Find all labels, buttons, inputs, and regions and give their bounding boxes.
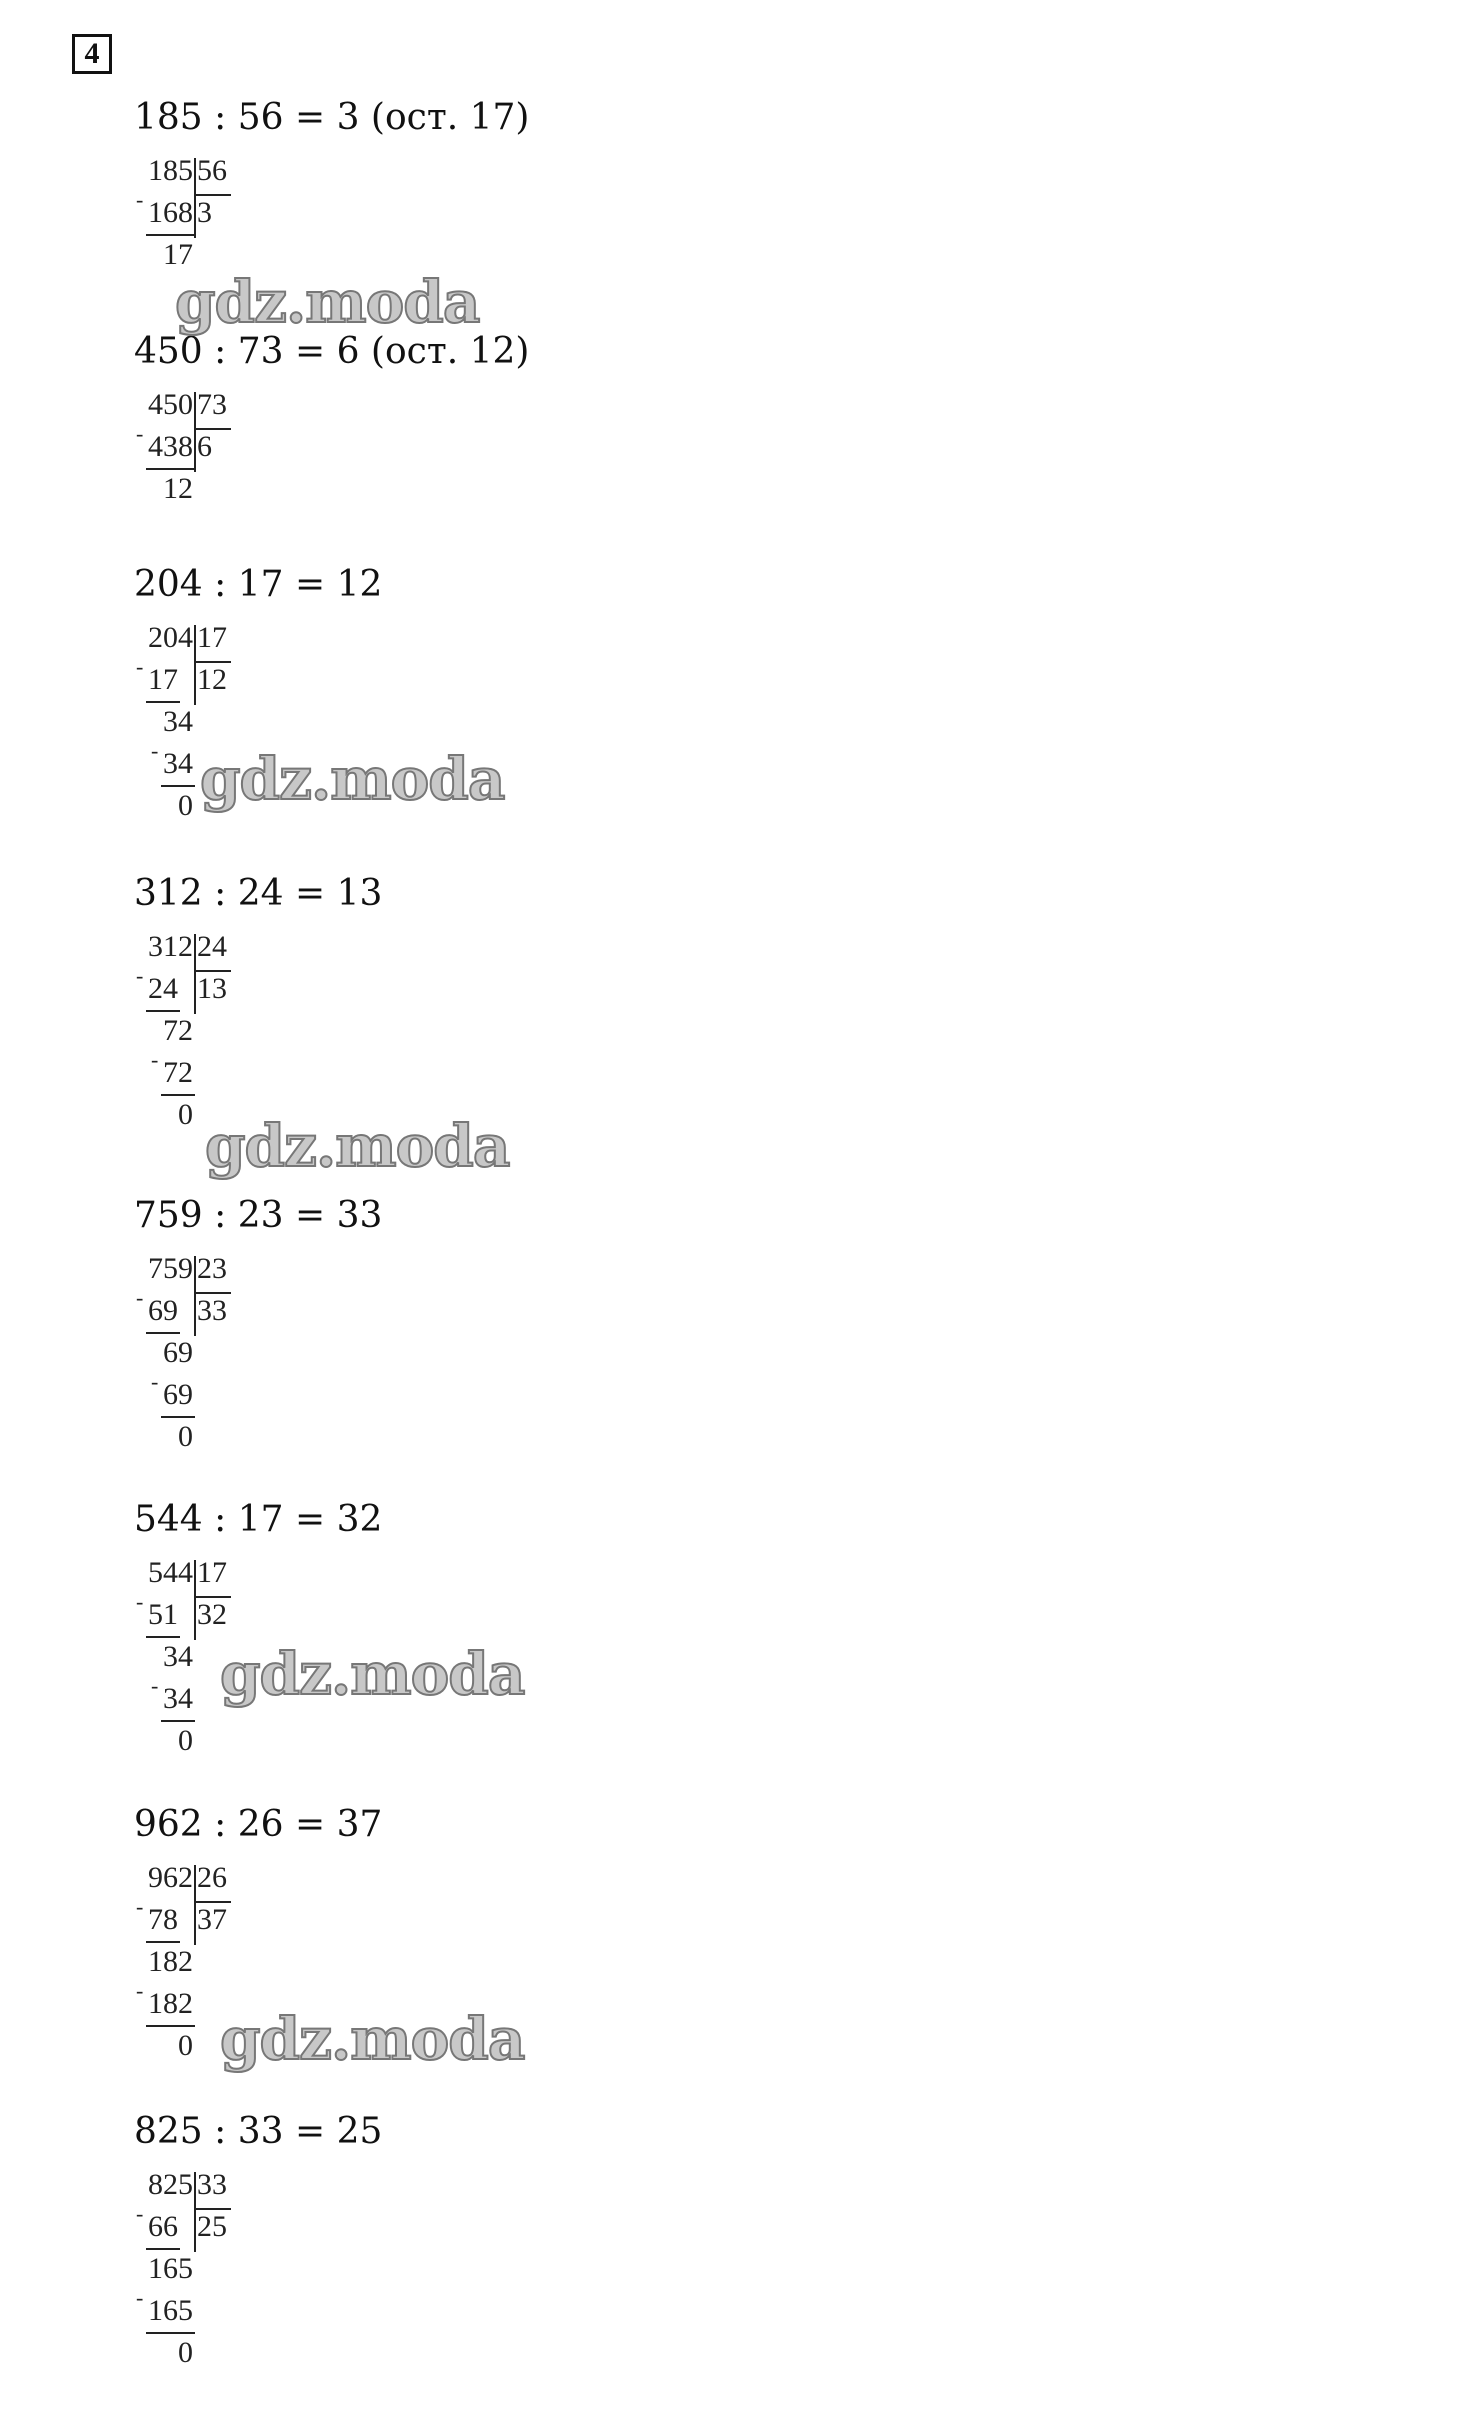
divisor: 33: [197, 2168, 227, 2201]
subtraction-line: [146, 234, 195, 236]
minus-sign: -: [136, 1589, 144, 1614]
subtraction-line: [146, 1332, 180, 1334]
task-number-badge: 4: [72, 34, 112, 74]
minus-sign: -: [136, 2201, 144, 2226]
subtraction-line: [146, 2248, 180, 2250]
subtrahend: 51: [148, 1598, 178, 1631]
equation-text: 544 : 17 = 32: [134, 1499, 383, 1540]
remainder: 12: [163, 472, 193, 505]
remainder: 34: [163, 705, 193, 738]
subtraction-line: [146, 1941, 180, 1943]
quotient: 37: [197, 1903, 227, 1936]
minus-sign: -: [136, 2285, 144, 2310]
subtrahend: 168: [148, 196, 193, 229]
dividend: 204: [148, 621, 193, 654]
minus-sign: -: [151, 1673, 159, 1698]
divisor: 17: [197, 1556, 227, 1589]
minus-sign: -: [136, 421, 144, 446]
equation-text: 312 : 24 = 13: [134, 873, 383, 914]
subtraction-line: [161, 785, 195, 787]
watermark-logo: gdz.moda: [200, 745, 505, 813]
minus-sign: -: [136, 1978, 144, 2003]
dividend: 185: [148, 154, 193, 187]
division-bar: [194, 1560, 196, 1640]
subtrahend: 182: [148, 1987, 193, 2020]
long-division: [134, 1254, 894, 1474]
division-problem: [134, 874, 894, 1152]
equation-text: 450 : 73 = 6 (ост. 12): [134, 331, 530, 372]
subtrahend: 24: [148, 972, 178, 1005]
minus-sign: -: [136, 963, 144, 988]
division-bar: [194, 158, 196, 238]
remainder: 0: [178, 1420, 193, 1453]
subtrahend: 165: [148, 2294, 193, 2327]
minus-sign: -: [136, 654, 144, 679]
division-problem: [134, 98, 894, 292]
equation-text: 204 : 17 = 12: [134, 564, 383, 605]
watermark-logo: gdz.moda: [220, 1640, 525, 1708]
divisor: 73: [197, 388, 227, 421]
equation-text: 962 : 26 = 37: [134, 1804, 383, 1845]
divisor: 23: [197, 1252, 227, 1285]
division-problem: [134, 1196, 894, 1474]
subtrahend: 66: [148, 2210, 178, 2243]
minus-sign: -: [151, 738, 159, 763]
subtraction-line: [161, 1416, 195, 1418]
divisor: 26: [197, 1861, 227, 1894]
minus-sign: -: [136, 1285, 144, 1310]
subtraction-line: [146, 2332, 195, 2334]
quotient: 33: [197, 1294, 227, 1327]
minus-sign: -: [136, 187, 144, 212]
minus-sign: -: [151, 1369, 159, 1394]
subtrahend: 34: [163, 1682, 193, 1715]
long-division: [134, 390, 894, 526]
remainder: 165: [148, 2252, 193, 2285]
subtrahend: 72: [163, 1056, 193, 1089]
remainder: 0: [178, 1724, 193, 1757]
division-bar: [194, 1256, 196, 1336]
minus-sign: -: [151, 1047, 159, 1072]
minus-sign: -: [136, 1894, 144, 1919]
division-bar: [194, 934, 196, 1014]
remainder: 0: [178, 1098, 193, 1131]
quotient: 6: [197, 430, 212, 463]
division-problem: [134, 332, 894, 526]
equation-text: 185 : 56 = 3 (ост. 17): [134, 97, 530, 138]
watermark-logo: gdz.moda: [205, 1112, 510, 1180]
dividend: 759: [148, 1252, 193, 1285]
subtraction-line: [161, 1720, 195, 1722]
remainder: 182: [148, 1945, 193, 1978]
remainder: 17: [163, 238, 193, 271]
dividend: 450: [148, 388, 193, 421]
subtraction-line: [146, 2025, 195, 2027]
dividend: 825: [148, 2168, 193, 2201]
watermark-logo: gdz.moda: [220, 2005, 525, 2073]
equation-text: 759 : 23 = 33: [134, 1195, 383, 1236]
subtrahend: 17: [148, 663, 178, 696]
quotient: 13: [197, 972, 227, 1005]
remainder: 69: [163, 1336, 193, 1369]
equation-text: 825 : 33 = 25: [134, 2111, 383, 2152]
dividend: 962: [148, 1861, 193, 1894]
division-bar: [194, 392, 196, 472]
watermark-logo: gdz.moda: [175, 268, 480, 336]
remainder: 72: [163, 1014, 193, 1047]
remainder: 34: [163, 1640, 193, 1673]
dividend: 312: [148, 930, 193, 963]
subtraction-line: [146, 1636, 180, 1638]
subtrahend: 78: [148, 1903, 178, 1936]
quotient: 32: [197, 1598, 227, 1631]
quotient: 25: [197, 2210, 227, 2243]
quotient: 12: [197, 663, 227, 696]
subtraction-line: [146, 701, 180, 703]
subtraction-line: [146, 468, 195, 470]
division-bar: [194, 625, 196, 705]
remainder: 0: [178, 2029, 193, 2062]
subtrahend: 69: [148, 1294, 178, 1327]
long-division: [134, 2170, 894, 2390]
quotient: 3: [197, 196, 212, 229]
subtrahend: 34: [163, 747, 193, 780]
division-bar: [194, 2172, 196, 2252]
subtrahend: 69: [163, 1378, 193, 1411]
divisor: 24: [197, 930, 227, 963]
divisor: 56: [197, 154, 227, 187]
dividend: 544: [148, 1556, 193, 1589]
subtrahend: 438: [148, 430, 193, 463]
division-bar: [194, 1865, 196, 1945]
subtraction-line: [161, 1094, 195, 1096]
division-problem: [134, 2112, 894, 2390]
remainder: 0: [178, 2336, 193, 2369]
remainder: 0: [178, 789, 193, 822]
subtraction-line: [146, 1010, 180, 1012]
division-problem: [134, 1500, 894, 1778]
divisor: 17: [197, 621, 227, 654]
